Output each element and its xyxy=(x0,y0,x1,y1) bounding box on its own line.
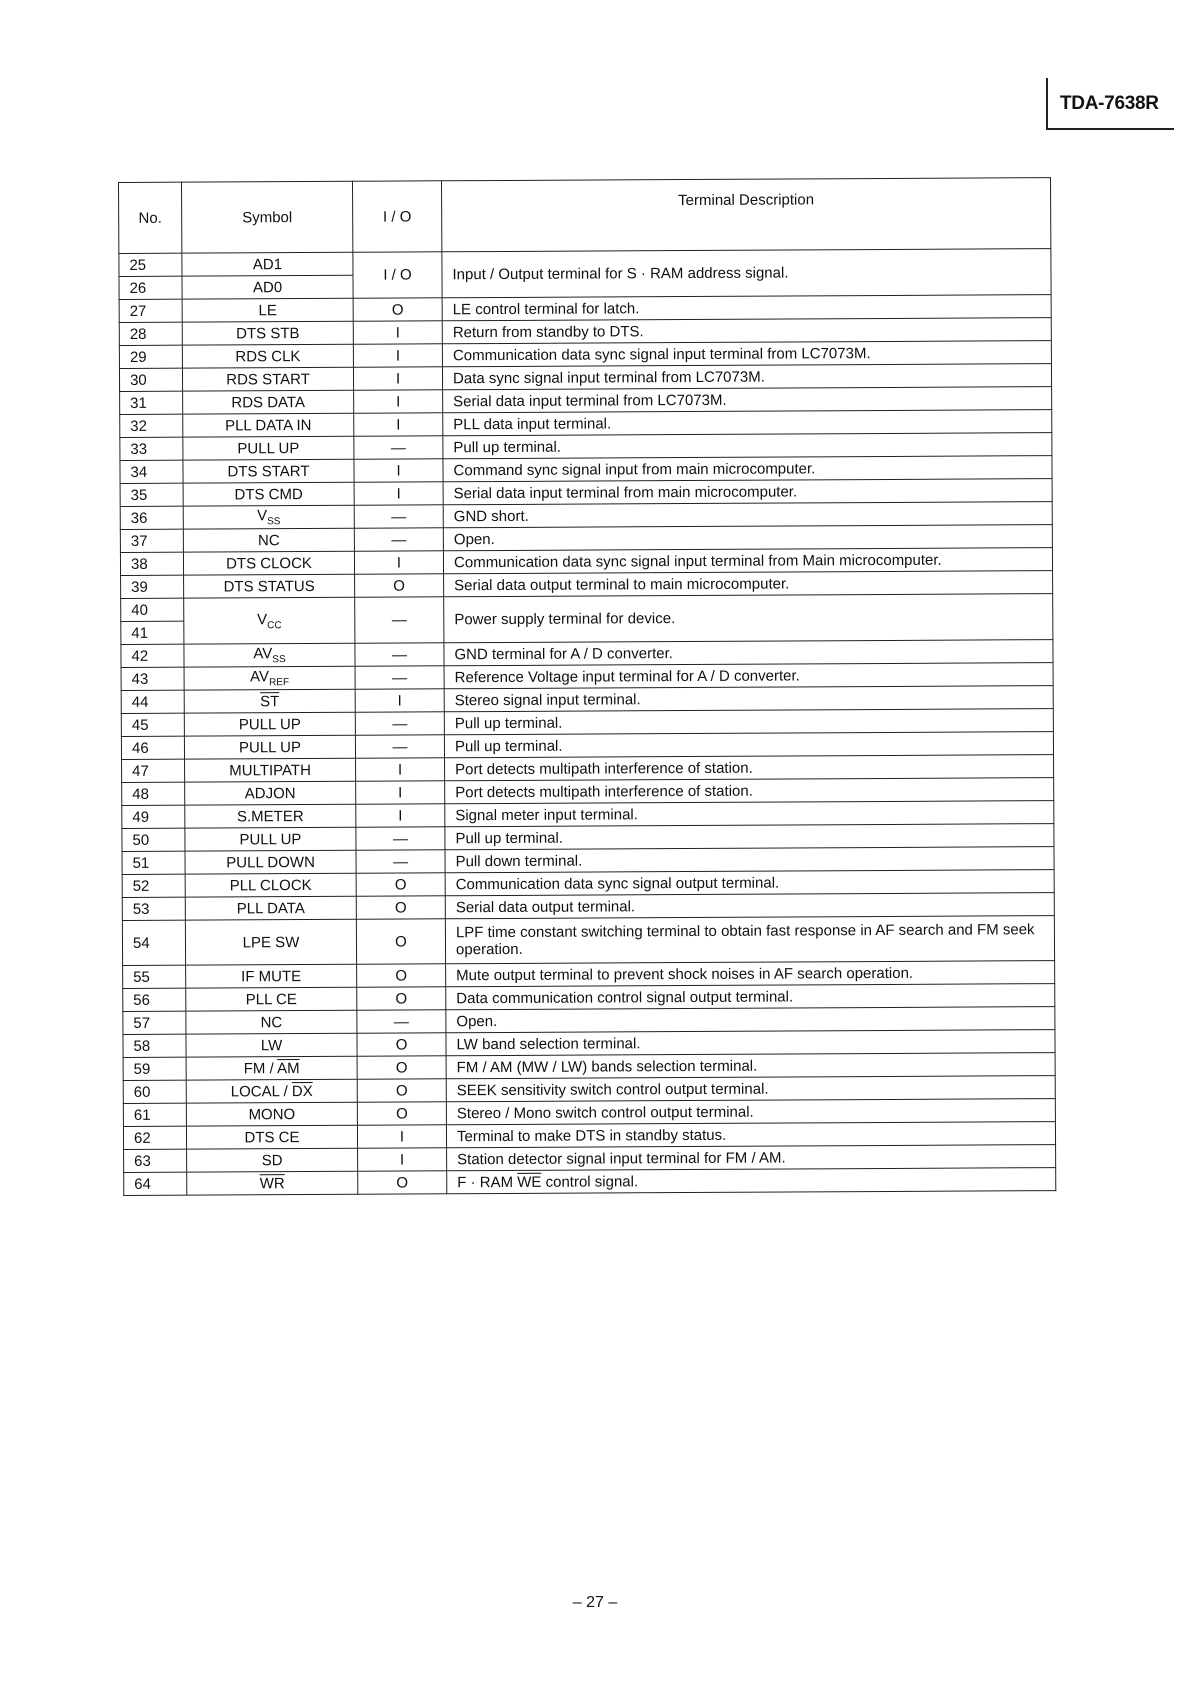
pin-symbol: PULL UP xyxy=(184,712,355,736)
pin-symbol: DTS CE xyxy=(186,1125,357,1149)
pin-description: PLL data input terminal. xyxy=(443,410,1052,436)
pin-number: 28 xyxy=(119,322,182,345)
pin-io: — xyxy=(355,712,444,735)
pin-symbol: MONO xyxy=(186,1102,357,1126)
symbol-subscript: REF xyxy=(269,677,290,689)
pin-symbol: DTS CMD xyxy=(183,482,354,506)
pin-description: Signal meter input terminal. xyxy=(445,801,1054,827)
pin-symbol: ADJON xyxy=(185,781,356,805)
header-description: Terminal Description xyxy=(441,178,1050,252)
table-row xyxy=(124,1168,1056,1196)
pin-io: I xyxy=(358,1148,447,1171)
pin-symbol: S.METER xyxy=(185,804,356,828)
pin-number: 51 xyxy=(122,851,185,874)
symbol-text: V xyxy=(257,610,268,628)
pin-symbol: SD xyxy=(187,1148,358,1172)
pin-number: 48 xyxy=(122,782,185,805)
pin-number: 57 xyxy=(123,1011,186,1034)
pin-symbol: PLL CE xyxy=(186,987,357,1011)
pin-description: Open. xyxy=(443,525,1052,551)
pin-number: 49 xyxy=(122,805,185,828)
pin-description: Communication data sync signal input terminal from Main microcomputer. xyxy=(443,548,1052,574)
pin-symbol: RDS START xyxy=(182,367,353,391)
pin-io: I xyxy=(356,804,445,827)
pin-number: 61 xyxy=(123,1103,186,1126)
pin-symbol: PULL UP xyxy=(185,827,356,851)
pin-symbol xyxy=(184,597,355,644)
symbol-overline-text: $\overline{ST}$ xyxy=(260,692,280,710)
pin-description: Input / Output terminal for S · RAM address signal. xyxy=(442,249,1051,298)
pin-number: 44 xyxy=(121,690,184,713)
pin-io: O xyxy=(357,1079,446,1102)
pin-symbol: LW xyxy=(186,1033,357,1057)
pin-symbol: DTS CLOCK xyxy=(183,551,354,575)
pin-symbol: PLL CLOCK xyxy=(185,873,356,897)
pin-io: — xyxy=(355,735,444,758)
pin-io: — xyxy=(354,528,443,551)
pin-io: O xyxy=(357,1056,446,1079)
model-number: TDA-7638R xyxy=(1060,93,1159,114)
pin-symbol xyxy=(186,1056,357,1080)
pin-io: O xyxy=(357,1102,446,1125)
pin-number: 27 xyxy=(119,299,182,322)
pin-number: 53 xyxy=(122,897,185,920)
pin-io: — xyxy=(356,850,445,873)
table-row xyxy=(119,249,1051,277)
pin-description: Serial data input terminal from main microcomputer. xyxy=(443,479,1052,505)
pin-io: I xyxy=(354,459,443,482)
pin-io: O xyxy=(356,873,445,896)
pin-description: FM / AM (MW / LW) bands selection terminal. xyxy=(446,1053,1055,1079)
pin-symbol: RDS DATA xyxy=(183,390,354,414)
desc-text-after: control signal. xyxy=(541,1172,639,1191)
pin-description: Serial data output terminal to main microcomputer. xyxy=(444,571,1053,597)
symbol-text: AV xyxy=(250,668,270,686)
symbol-text: AV xyxy=(253,645,273,663)
pin-number: 29 xyxy=(119,345,182,368)
symbol-subscript: CC xyxy=(267,619,282,631)
desc-text: F · RAM xyxy=(457,1173,518,1191)
pin-description: LPF time constant switching terminal to obtain fast response in AF search and FM seek operation. xyxy=(445,916,1054,964)
pin-io: O xyxy=(357,987,446,1010)
pin-description: LW band selection terminal. xyxy=(446,1030,1055,1056)
pin-symbol xyxy=(184,643,355,667)
pin-number: 52 xyxy=(122,874,185,897)
pin-number: 47 xyxy=(122,759,185,782)
pin-description: Data communication control signal output terminal. xyxy=(446,984,1055,1010)
pin-symbol: NC xyxy=(183,528,354,552)
pin-number: 45 xyxy=(121,713,184,736)
pin-symbol: DTS START xyxy=(183,459,354,483)
pin-symbol xyxy=(186,1079,357,1103)
pin-io: I xyxy=(353,367,442,390)
pin-number: 59 xyxy=(123,1057,186,1080)
pin-symbol: LPE SW xyxy=(185,919,356,965)
pin-description: Pull up terminal. xyxy=(445,824,1054,850)
pin-description: GND terminal for A / D converter. xyxy=(444,640,1053,666)
pin-io: — xyxy=(355,666,444,689)
pin-symbol xyxy=(183,505,354,529)
pin-number: 63 xyxy=(124,1149,187,1172)
symbol-overline-text: $\overline{WR}$ xyxy=(259,1174,285,1192)
symbol-text: V xyxy=(257,507,268,525)
pin-description: Power supply terminal for device. xyxy=(444,594,1053,643)
pin-symbol: MULTIPATH xyxy=(185,758,356,782)
pin-symbol xyxy=(184,689,355,713)
pin-io: O xyxy=(357,1033,446,1056)
pin-description: Mute output terminal to prevent shock noises in AF search operation. xyxy=(446,961,1055,987)
pin-description: Pull up terminal. xyxy=(444,732,1053,758)
table-row xyxy=(122,916,1054,966)
pin-number: 30 xyxy=(119,368,182,391)
pin-io: I xyxy=(355,689,444,712)
pin-description: Stereo signal input terminal. xyxy=(444,686,1053,712)
pin-symbol: DTS STATUS xyxy=(184,574,355,598)
pin-symbol: IF MUTE xyxy=(186,964,357,988)
pin-symbol: PULL UP xyxy=(184,735,355,759)
pin-number: 38 xyxy=(120,552,183,575)
pin-number: 42 xyxy=(121,644,184,667)
pin-number: 34 xyxy=(120,460,183,483)
pin-io: O xyxy=(356,919,445,964)
pin-io: I xyxy=(356,781,445,804)
desc-overline-text: $\overline{WE}$ xyxy=(517,1173,542,1191)
pin-io: O xyxy=(353,298,442,321)
pin-symbol: NC xyxy=(186,1010,357,1034)
pin-io: — xyxy=(355,597,444,643)
pin-symbol: PULL DOWN xyxy=(185,850,356,874)
pin-io: O xyxy=(357,964,446,987)
pin-description: Command sync signal input from main microcomputer. xyxy=(443,456,1052,482)
pin-io: O xyxy=(356,896,445,919)
pin-description: Station detector signal input terminal for FM / AM. xyxy=(447,1145,1056,1171)
pin-io: — xyxy=(356,827,445,850)
pin-description: Terminal to make DTS in standby status. xyxy=(446,1122,1055,1148)
pin-number: 60 xyxy=(123,1080,186,1103)
pin-symbol: AD0 xyxy=(182,275,353,299)
pin-description: SEEK sensitivity switch control output terminal. xyxy=(446,1076,1055,1102)
pin-description xyxy=(447,1168,1056,1194)
pin-description: Serial data input terminal from LC7073M. xyxy=(443,387,1052,413)
pin-description: Pull up terminal. xyxy=(443,433,1052,459)
pin-description: Port detects multipath interference of station. xyxy=(445,778,1054,804)
pin-io: — xyxy=(357,1010,446,1033)
pin-io: — xyxy=(354,505,443,528)
pin-number: 62 xyxy=(123,1126,186,1149)
pin-description-table xyxy=(118,177,1056,1196)
pin-description: Return from standby to DTS. xyxy=(442,318,1051,344)
pin-description: Reference Voltage input terminal for A / D converter. xyxy=(444,663,1053,689)
symbol-text: FM / xyxy=(243,1059,278,1077)
table-header-row xyxy=(119,178,1051,254)
pin-symbol: PLL DATA xyxy=(185,896,356,920)
pin-number: 37 xyxy=(120,529,183,552)
pin-symbol: LE xyxy=(182,298,353,322)
pin-io: I xyxy=(354,482,443,505)
pin-io: O xyxy=(355,574,444,597)
model-header xyxy=(1046,78,1174,130)
pin-io: I xyxy=(354,413,443,436)
pin-number: 58 xyxy=(123,1034,186,1057)
header-io: I / O xyxy=(352,181,441,252)
pin-table-container xyxy=(118,177,1056,1196)
pin-symbol xyxy=(184,666,355,690)
symbol-subscript: SS xyxy=(272,654,286,666)
pin-number: 36 xyxy=(120,506,183,529)
pin-description: Data sync signal input terminal from LC7073M. xyxy=(442,364,1051,390)
pin-description: Stereo / Mono switch control output terminal. xyxy=(446,1099,1055,1125)
pin-symbol: AD1 xyxy=(182,252,353,276)
pin-io: I / O xyxy=(353,252,442,298)
pin-io: O xyxy=(358,1171,447,1194)
pin-io: I xyxy=(356,758,445,781)
pin-number: 26 xyxy=(119,276,182,299)
header-symbol: Symbol xyxy=(182,181,353,253)
pin-symbol: PLL DATA IN xyxy=(183,413,354,437)
pin-description: Communication data sync signal output terminal. xyxy=(445,870,1054,896)
pin-io: — xyxy=(354,436,443,459)
pin-number: 41 xyxy=(121,621,184,644)
pin-number: 31 xyxy=(120,391,183,414)
page-number: – 27 – xyxy=(572,1594,618,1611)
pin-number: 33 xyxy=(120,437,183,460)
pin-description: Pull down terminal. xyxy=(445,847,1054,873)
pin-number: 35 xyxy=(120,483,183,506)
pin-number: 43 xyxy=(121,667,184,690)
pin-io: I xyxy=(357,1125,446,1148)
pin-symbol: DTS STB xyxy=(182,321,353,345)
pin-io: I xyxy=(354,390,443,413)
symbol-text: LOCAL / xyxy=(230,1082,292,1100)
pin-description: GND short. xyxy=(443,502,1052,528)
pin-symbol xyxy=(187,1171,358,1195)
table-row xyxy=(121,594,1053,622)
pin-number: 50 xyxy=(122,828,185,851)
pin-number: 40 xyxy=(121,598,184,621)
symbol-overline-text: $\overline{AM}$ xyxy=(277,1059,300,1077)
pin-description: Open. xyxy=(446,1007,1055,1033)
pin-number: 32 xyxy=(120,414,183,437)
pin-symbol: RDS CLK xyxy=(182,344,353,368)
pin-description: Port detects multipath interference of station. xyxy=(445,755,1054,781)
pin-description: Communication data sync signal input terminal from LC7073M. xyxy=(442,341,1051,367)
pin-number: 25 xyxy=(119,253,182,276)
pin-io: I xyxy=(354,551,443,574)
pin-description: Serial data output terminal. xyxy=(445,893,1054,919)
pin-number: 55 xyxy=(123,965,186,988)
symbol-subscript: SS xyxy=(267,516,281,528)
pin-io: I xyxy=(353,344,442,367)
pin-number: 54 xyxy=(122,920,185,965)
pin-number: 46 xyxy=(121,736,184,759)
pin-io: I xyxy=(353,321,442,344)
symbol-overline-text: $\overline{DX}$ xyxy=(291,1082,313,1100)
pin-number: 56 xyxy=(123,988,186,1011)
pin-description: LE control terminal for latch. xyxy=(442,295,1051,321)
header-no: No. xyxy=(119,182,182,253)
pin-number: 64 xyxy=(124,1172,187,1195)
pin-description: Pull up terminal. xyxy=(444,709,1053,735)
pin-io: — xyxy=(355,643,444,666)
pin-symbol: PULL UP xyxy=(183,436,354,460)
pin-number: 39 xyxy=(121,575,184,598)
